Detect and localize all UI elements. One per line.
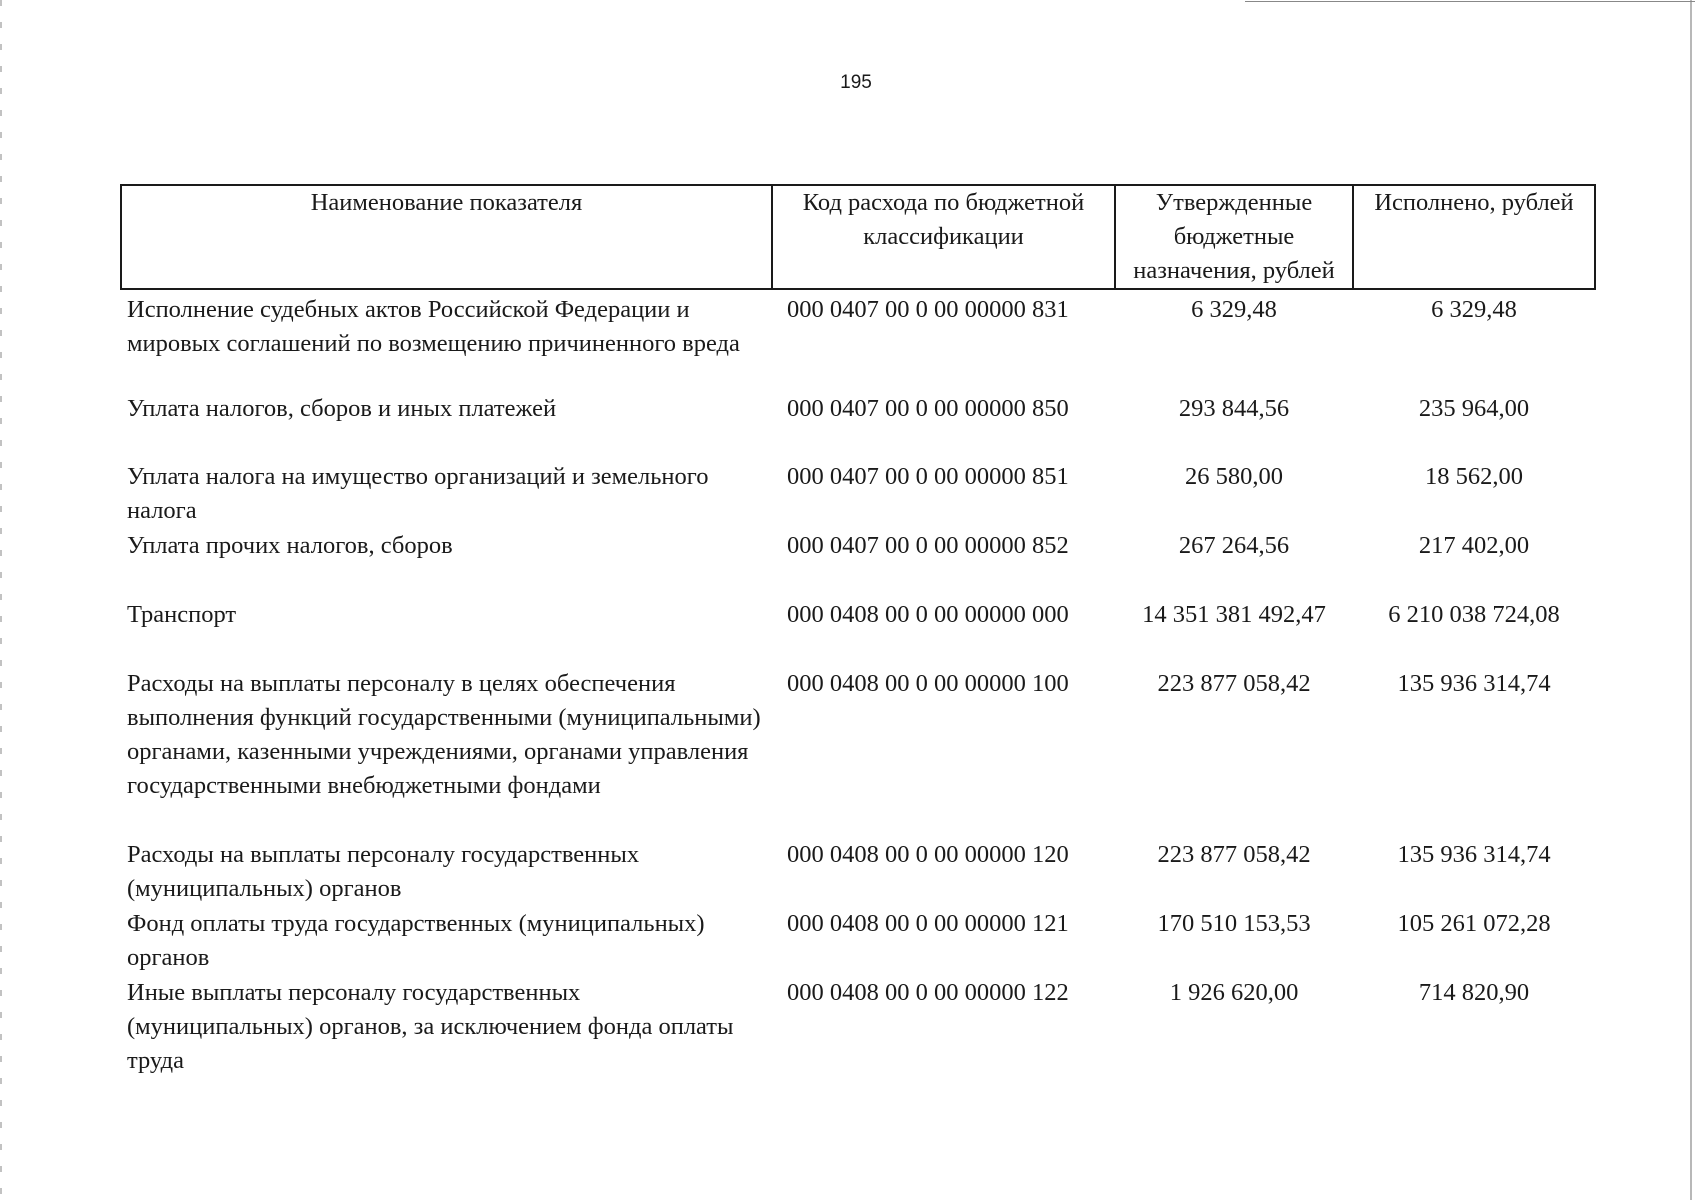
row-classification-code: 000 0407 00 0 00 00000 850 — [787, 395, 1069, 422]
row-executed-amount: 217 402,00 — [1418, 532, 1530, 559]
header-approved-appropriations: Утвержденные бюджетные назначения, рублей — [1115, 185, 1353, 289]
table-row — [121, 907, 1595, 976]
row-approved-amount: 170 510 153,53 — [1157, 910, 1311, 937]
table-row — [121, 529, 1595, 598]
row-executed-amount: 6 329,48 — [1431, 296, 1517, 323]
row-approved-amount: 1 926 620,00 — [1169, 979, 1299, 1006]
table-row — [121, 289, 1595, 392]
row-indicator-name: Исполнение судебных актов Российской Федерации и мировых соглашений по возмещению причиненного вреда — [127, 296, 740, 357]
row-indicator-name: Транспорт — [127, 601, 237, 628]
header-indicator-name: Наименование показателя — [121, 185, 772, 289]
row-classification-code: 000 0408 00 0 00 00000 100 — [787, 670, 1069, 697]
row-indicator-name: Расходы на выплаты персоналу в целях обеспечения выполнения функций государственными (муниципальными) органами, казенными учреждениями, органами управления государственными внебюджетными фондами — [127, 670, 761, 799]
row-classification-code: 000 0408 00 0 00 00000 000 — [787, 601, 1069, 628]
table-row — [121, 667, 1595, 838]
budget-execution-table — [120, 184, 1596, 1079]
row-indicator-name: Иные выплаты персоналу государственных (муниципальных) органов, за исключением фонда оплаты труда — [127, 979, 734, 1074]
row-executed-amount: 135 936 314,74 — [1397, 841, 1551, 868]
row-approved-amount: 26 580,00 — [1185, 463, 1283, 490]
row-indicator-name: Уплата налогов, сборов и иных платежей — [127, 395, 557, 422]
page-number: 195 — [840, 72, 872, 93]
table-row — [121, 976, 1595, 1079]
row-approved-amount: 293 844,56 — [1178, 395, 1290, 422]
row-approved-amount: 223 877 058,42 — [1157, 670, 1311, 697]
row-indicator-name: Фонд оплаты труда государственных (муниципальных) органов — [127, 910, 705, 971]
table-header — [121, 185, 1595, 289]
row-indicator-name: Уплата прочих налогов, сборов — [127, 532, 453, 559]
scan-right-edge — [1690, 0, 1692, 1200]
scan-left-edge — [0, 0, 2, 1200]
row-classification-code: 000 0407 00 0 00 00000 852 — [787, 532, 1069, 559]
row-executed-amount: 714 820,90 — [1418, 979, 1530, 1006]
row-approved-amount: 6 329,48 — [1191, 296, 1277, 323]
header-classification-code: Код расхода по бюджетной классификации — [772, 185, 1115, 289]
row-classification-code: 000 0408 00 0 00 00000 120 — [787, 841, 1069, 868]
row-classification-code: 000 0408 00 0 00 00000 122 — [787, 979, 1069, 1006]
table-row — [121, 392, 1595, 460]
row-executed-amount: 6 210 038 724,08 — [1388, 601, 1560, 628]
row-classification-code: 000 0407 00 0 00 00000 851 — [787, 463, 1069, 490]
row-classification-code: 000 0408 00 0 00 00000 121 — [787, 910, 1069, 937]
row-executed-amount: 18 562,00 — [1425, 463, 1523, 490]
table-body — [121, 289, 1595, 1079]
header-executed: Исполнено, рублей — [1353, 185, 1595, 289]
row-indicator-name: Уплата налога на имущество организаций и земельного налога — [127, 463, 709, 524]
row-executed-amount: 235 964,00 — [1418, 395, 1530, 422]
row-executed-amount: 105 261 072,28 — [1397, 910, 1551, 937]
row-classification-code: 000 0407 00 0 00 00000 831 — [787, 296, 1069, 323]
table-row — [121, 598, 1595, 667]
row-executed-amount: 135 936 314,74 — [1397, 670, 1551, 697]
table-row — [121, 460, 1595, 529]
row-approved-amount: 267 264,56 — [1178, 532, 1290, 559]
header-row — [121, 185, 1595, 289]
table-row — [121, 838, 1595, 907]
row-approved-amount: 223 877 058,42 — [1157, 841, 1311, 868]
row-indicator-name: Расходы на выплаты персоналу государственных (муниципальных) органов — [127, 841, 640, 902]
scan-top-rule — [1245, 1, 1695, 2]
row-approved-amount: 14 351 381 492,47 — [1142, 601, 1326, 628]
